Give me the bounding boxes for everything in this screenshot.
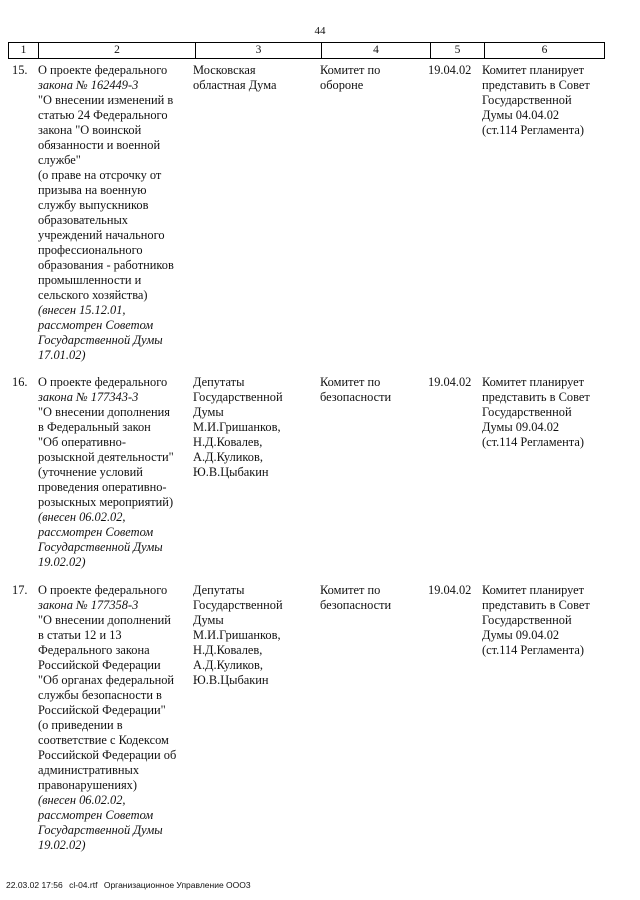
bill-title-line: образовательных bbox=[38, 213, 128, 227]
responsible-committee bbox=[320, 583, 420, 613]
initiator-line: Н.Д.Ковалев, bbox=[193, 643, 263, 657]
note-line: представить в Совет bbox=[482, 390, 590, 404]
bill-title-line: 19.02.02) bbox=[38, 555, 86, 569]
note-line: Комитет планирует bbox=[482, 375, 585, 389]
header-col-5: 5 bbox=[430, 43, 484, 58]
committee-line: Комитет по bbox=[320, 583, 381, 597]
bill-title-line: (внесен 06.02.02, bbox=[38, 510, 126, 524]
bill-title-line: закона № 177343-3 bbox=[38, 390, 139, 404]
header-col-3: 3 bbox=[195, 43, 321, 58]
initiator-line: Депутаты bbox=[193, 583, 245, 597]
bill-title-line: 17.01.02) bbox=[38, 348, 86, 362]
header-col-2: 2 bbox=[38, 43, 195, 58]
note-line: (ст.114 Регламента) bbox=[482, 643, 584, 657]
bill-title-line: Федерального закона bbox=[38, 643, 150, 657]
bill-title-line: обязанности и военной bbox=[38, 138, 161, 152]
initiator-line: Думы bbox=[193, 613, 224, 627]
bill-note bbox=[482, 583, 607, 658]
committee-line: безопасности bbox=[320, 390, 392, 404]
initiator-line: А.Д.Куликов, bbox=[193, 658, 263, 672]
bill-title-line: учреждений начального bbox=[38, 228, 165, 242]
page-number: 44 bbox=[314, 25, 326, 37]
committee-line: обороне bbox=[320, 78, 364, 92]
responsible-committee bbox=[320, 375, 420, 405]
bill-title-line: рассмотрен Советом bbox=[38, 525, 154, 539]
bill-title bbox=[38, 583, 188, 853]
bill-title-line: "Об органах федеральной bbox=[38, 673, 175, 687]
bill-title-line: закона № 162449-3 bbox=[38, 78, 139, 92]
bill-title-line: "О внесении изменений в bbox=[38, 93, 174, 107]
note-line: Комитет планирует bbox=[482, 583, 585, 597]
bill-title-line: проведения оперативно- bbox=[38, 480, 167, 494]
bill-title-line: "О внесении дополнений bbox=[38, 613, 171, 627]
bill-initiator bbox=[193, 63, 313, 93]
bill-title-line: "О внесении дополнения bbox=[38, 405, 170, 419]
initiator-line: Государственной bbox=[193, 598, 283, 612]
note-line: Комитет планирует bbox=[482, 63, 585, 77]
bill-title-line: "Об оперативно- bbox=[38, 435, 126, 449]
committee-line: безопасности bbox=[320, 598, 392, 612]
note-line: Государственной bbox=[482, 405, 572, 419]
initiator-line: М.И.Гришанков, bbox=[193, 628, 281, 642]
note-line: Думы 09.04.02 bbox=[482, 628, 560, 642]
bill-title-line: розыскных мероприятий) bbox=[38, 495, 174, 509]
bill-title-line: Российской Федерации bbox=[38, 658, 161, 672]
page-footer bbox=[6, 880, 255, 890]
bill-title-line: рассмотрен Советом bbox=[38, 808, 154, 822]
note-line: Государственной bbox=[482, 93, 572, 107]
bill-title-line: (о праве на отсрочку от bbox=[38, 168, 162, 182]
initiator-line: М.И.Гришанков, bbox=[193, 420, 281, 434]
initiator-line: областная Дума bbox=[193, 78, 277, 92]
bill-title-line: профессионального bbox=[38, 243, 143, 257]
bill-title-line: О проекте федерального bbox=[38, 63, 168, 77]
bill-title-line: О проекте федерального bbox=[38, 375, 168, 389]
bill-title-line: (о приведении в bbox=[38, 718, 123, 732]
bill-note bbox=[482, 375, 607, 450]
footer-org: Организационное Управление ООО3 bbox=[103, 880, 251, 890]
bill-title-line: Российской Федерации об bbox=[38, 748, 177, 762]
bill-title-line: службе" bbox=[38, 153, 81, 167]
initiator-line: Государственной bbox=[193, 390, 283, 404]
row-number: 17. bbox=[12, 583, 28, 597]
bill-title-line: Государственной Думы bbox=[38, 540, 163, 554]
bill-title-line: в Федеральный закон bbox=[38, 420, 151, 434]
initiator-line: Ю.В.Цыбакин bbox=[193, 673, 269, 687]
bill-title-line: 19.02.02) bbox=[38, 838, 86, 852]
note-line: Думы 04.04.02 bbox=[482, 108, 560, 122]
header-col-6: 6 bbox=[484, 43, 605, 58]
bill-title-line: статью 24 Федерального bbox=[38, 108, 168, 122]
bill-title-line: промышленности и bbox=[38, 273, 142, 287]
note-line: Государственной bbox=[482, 613, 572, 627]
header-col-1: 1 bbox=[8, 43, 38, 58]
bill-title-line: призыва на военную bbox=[38, 183, 147, 197]
bill-initiator bbox=[193, 375, 313, 480]
bill-title-line: розыскной деятельности" bbox=[38, 450, 174, 464]
bill-title bbox=[38, 63, 188, 363]
bill-title-line: О проекте федерального bbox=[38, 583, 168, 597]
bill-title-line: сельского хозяйства) bbox=[38, 288, 148, 302]
bill-title-line: службу выпускников bbox=[38, 198, 149, 212]
responsible-committee bbox=[320, 63, 420, 93]
initiator-line: Думы bbox=[193, 405, 224, 419]
committee-line: Комитет по bbox=[320, 375, 381, 389]
review-date: 19.04.02 bbox=[428, 63, 472, 77]
header-col-4: 4 bbox=[321, 43, 430, 58]
bill-title bbox=[38, 375, 188, 570]
review-date: 19.04.02 bbox=[428, 375, 472, 389]
bill-title-line: соответствие с Кодексом bbox=[38, 733, 169, 747]
committee-line: Комитет по bbox=[320, 63, 381, 77]
bill-title-line: закона № 177358-3 bbox=[38, 598, 139, 612]
note-line: (ст.114 Регламента) bbox=[482, 123, 584, 137]
bill-initiator bbox=[193, 583, 313, 688]
bill-title-line: (уточнение условий bbox=[38, 465, 143, 479]
initiator-line: Депутаты bbox=[193, 375, 245, 389]
bill-title-line: (внесен 15.12.01, bbox=[38, 303, 126, 317]
review-date: 19.04.02 bbox=[428, 583, 472, 597]
row-number: 15. bbox=[12, 63, 28, 77]
bill-title-line: рассмотрен Советом bbox=[38, 318, 154, 332]
row-number: 16. bbox=[12, 375, 28, 389]
bill-title-line: службы безопасности в bbox=[38, 688, 162, 702]
bill-title-line: правонарушениях) bbox=[38, 778, 137, 792]
bill-title-line: в статьи 12 и 13 bbox=[38, 628, 122, 642]
initiator-line: Ю.В.Цыбакин bbox=[193, 465, 269, 479]
note-line: Думы 09.04.02 bbox=[482, 420, 560, 434]
bill-title-line: Российской Федерации" bbox=[38, 703, 166, 717]
note-line: представить в Совет bbox=[482, 598, 590, 612]
bill-title-line: Государственной Думы bbox=[38, 333, 163, 347]
note-line: (ст.114 Регламента) bbox=[482, 435, 584, 449]
table-header bbox=[8, 42, 605, 59]
bill-title-line: (внесен 06.02.02, bbox=[38, 793, 126, 807]
bill-title-line: закона "О воинской bbox=[38, 123, 142, 137]
initiator-line: Н.Д.Ковалев, bbox=[193, 435, 263, 449]
bill-note bbox=[482, 63, 607, 138]
initiator-line: А.Д.Куликов, bbox=[193, 450, 263, 464]
footer-file: cl-04.rtf bbox=[69, 880, 98, 890]
bill-title-line: образования - работников bbox=[38, 258, 174, 272]
footer-timestamp: 22.03.02 17:56 bbox=[6, 880, 63, 890]
note-line: представить в Совет bbox=[482, 78, 590, 92]
bill-title-line: административных bbox=[38, 763, 140, 777]
bill-title-line: Государственной Думы bbox=[38, 823, 163, 837]
initiator-line: Московская bbox=[193, 63, 256, 77]
